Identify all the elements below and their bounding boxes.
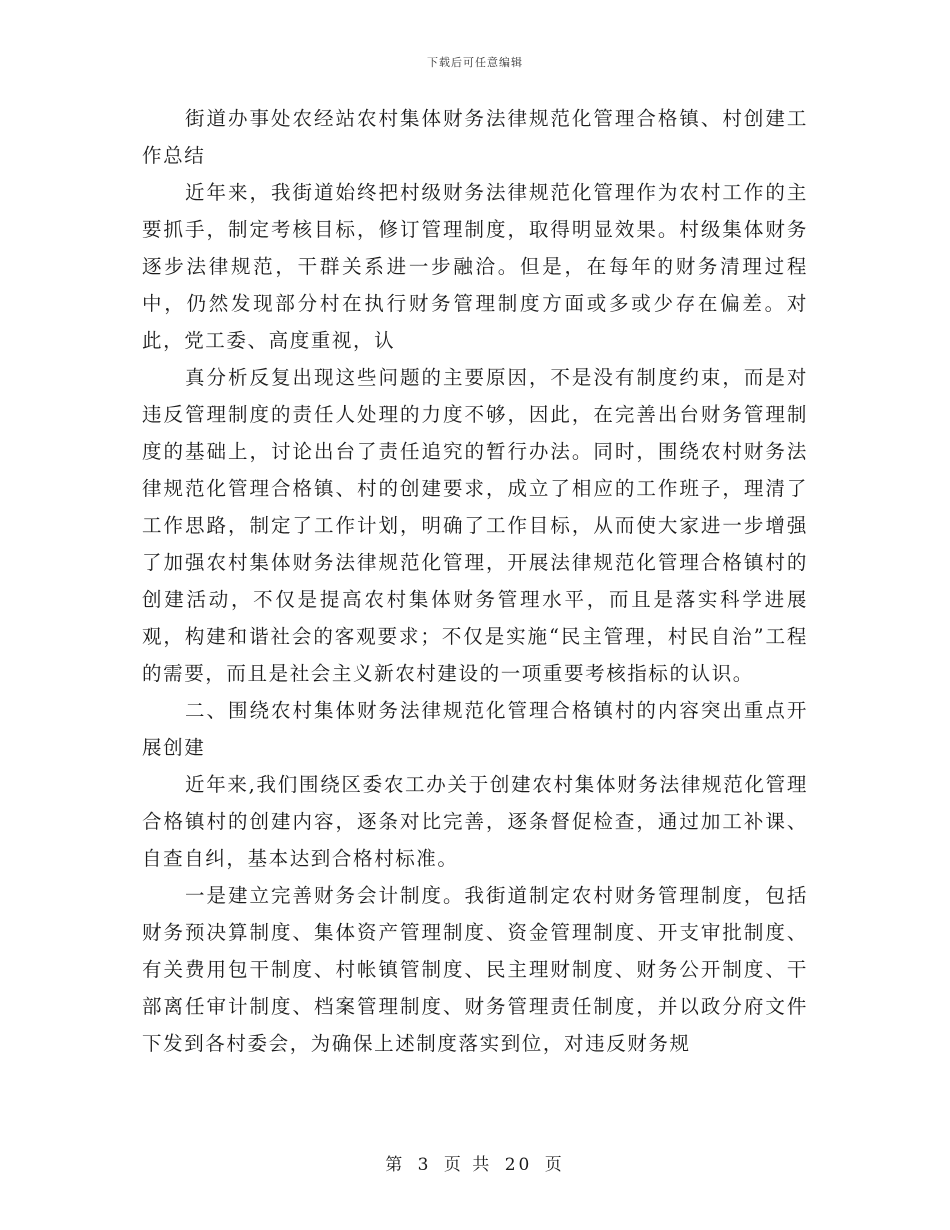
footer-suffix: 页 bbox=[544, 1155, 565, 1175]
page-number: 3 bbox=[417, 1155, 432, 1175]
page-footer bbox=[0, 1150, 950, 1175]
footer-middle: 页 共 bbox=[443, 1155, 493, 1175]
footer-prefix: 第 bbox=[385, 1155, 406, 1175]
paragraph: 近年来,我们围绕区委农工办关于创建农村集体财务法律规范化管理合格镇村的创建内容，逐条对比完善，逐条督促检查，通过加工补课、自查自纠，基本达到合格村标准。 bbox=[142, 773, 808, 870]
page-total: 20 bbox=[504, 1155, 533, 1175]
paragraph: 一是建立完善财务会计制度。我街道制定农村财务管理制度，包括财务预决算制度、集体资产管理制度、资金管理制度、开支审批制度、有关费用包干制度、村帐镇管制度、民主理财制度、财务公开制度、干部离任审计制度、档案管理制度、财务管理责任制度，并以政分府文件下发到各村委会，为确保上述制度落实到位，对违反财务规 bbox=[142, 884, 808, 1055]
header-note: 下载后可任意编辑 bbox=[427, 56, 523, 69]
section-heading: 二、围绕农村集体财务法律规范化管理合格镇村的内容突出重点开展创建 bbox=[142, 699, 808, 759]
document-body bbox=[142, 100, 808, 1062]
paragraph: 真分析反复出现这些问题的主要原因，不是没有制度约束，而是对违反管理制度的责任人处理的力度不够，因此，在完善出台财务管理制度的基础上，讨论出台了责任追究的暂行办法。同时，围绕农村财务法律规范化管理合格镇、村的创建要求，成立了相应的工作班子，理清了工作思路，制定了工作计划，明确了工作目标，从而使大家进一步增强了加强农村集体财务法律规范化管理，开展法律规范化管理合格镇村的创建活动，不仅是提高农村集体财务管理水平，而且是落实科学进展观，构建和谐社会的客观要求；不仅是实施“民主管理，村民自治”工程的需要，而且是社会主义新农村建设的一项重要考核指标的认识。 bbox=[142, 366, 808, 685]
document-title: 街道办事处农经站农村集体财务法律规范化管理合格镇、村创建工作总结 bbox=[142, 107, 808, 167]
paragraph: 近年来，我街道始终把村级财务法律规范化管理作为农村工作的主要抓手，制定考核目标，修订管理制度，取得明显效果。村级集体财务逐步法律规范，干群关系进一步融洽。但是，在每年的财务清理过程中，仍然发现部分村在执行财务管理制度方面或多或少存在偏差。对此，党工委、高度重视，认 bbox=[142, 181, 808, 352]
